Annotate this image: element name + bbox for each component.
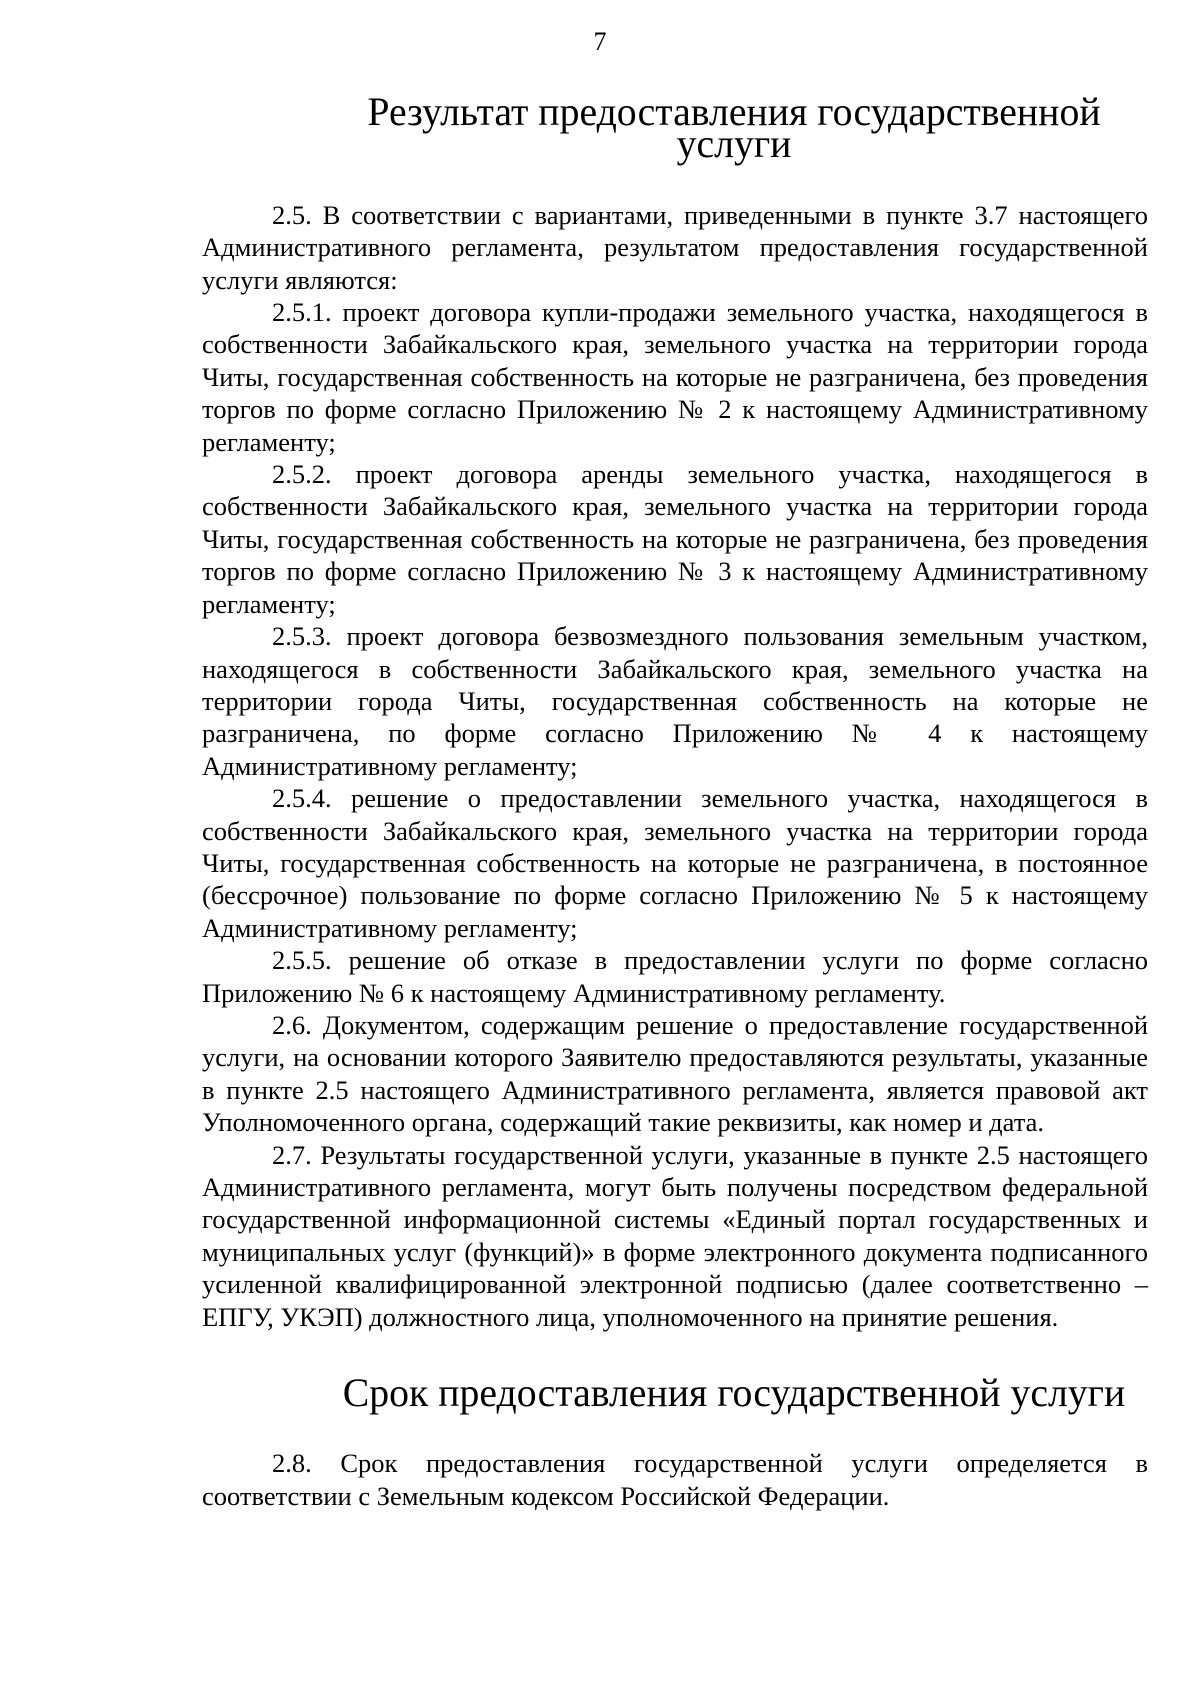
paragraph-2-6: 2.6. Документом, содержащим решение о предоставление государственной услуги, на основании которого Заявителю предоставляются результаты, указанные в пункте 2.5 настоящего Административного регламента, является правовой акт Уполномоченного органа, содержащий такие реквизиты, как номер и дата. (202, 1009, 1148, 1138)
paragraph-2-7: 2.7. Результаты государственной услуги, указанные в пункте 2.5 настоящего Административного регламента, могут быть получены посредством федеральной государственной информационной системы «Единый портал государственных и муниципальных услуг (функций)» в форме электронного документа подписанного усиленной квалифицированной электронной подписью (далее соответственно – ЕПГУ, УКЭП) должностного лица, уполномоченного на принятие решения. (202, 1139, 1148, 1332)
paragraph-2-5: 2.5. В соответствии с вариантами, приведенными в пункте 3.7 настоящего Административного регламента, результатом предоставления государственной услуги являются: (202, 199, 1148, 295)
page-number: 7 (593, 27, 607, 56)
paragraph-2-8: 2.8. Срок предоставления государственной услуги определяется в соответствии с Земельным кодексом Российской Федерации. (202, 1448, 1148, 1511)
section-heading-term: Срок предоставления государственной услуги (342, 1371, 1126, 1416)
paragraph-2-5-5: 2.5.5. решение об отказе в предоставлении услуги по форме согласно Приложению № 6 к настоящему Административному регламенту. (202, 945, 1148, 1008)
paragraph-2-5-2: 2.5.2. проект договора аренды земельного участка, находящегося в собственности Забайкальского края, земельного участка на территории города Читы, государственная собственность на которые не разграничена, без проведения торгов по форме согласно Приложению № 3 к настоящему Административному регламенту; (202, 459, 1148, 619)
paragraph-2-5-3: 2.5.3. проект договора безвозмездного пользования земельным участком, находящегося в собственности Забайкальского края, земельного участка на территории города Читы, государственная собственность на которые не разграничена, по форме согласно Приложению № 4 к настоящему Административному регламенту; (202, 621, 1148, 781)
document-body (202, 90, 1148, 1512)
paragraph-2-5-1: 2.5.1. проект договора купли-продажи земельного участка, находящегося в собственности Забайкальского края, земельного участка на территории города Читы, государственная собственность на которые не разграничена, без проведения торгов по форме согласно Приложению № 2 к настоящему Административному регламенту; (202, 297, 1148, 457)
section-heading-result: Результат предоставления государственной услуги (367, 90, 1101, 167)
paragraph-2-5-4: 2.5.4. решение о предоставлении земельного участка, находящегося в собственности Забайкальского края, земельного участка на территории города Читы, государственная собственность на которые не разграничена, в постоянное (бессрочное) пользование по форме согласно Приложению № 5 к настоящему Административному регламенту; (202, 783, 1148, 943)
